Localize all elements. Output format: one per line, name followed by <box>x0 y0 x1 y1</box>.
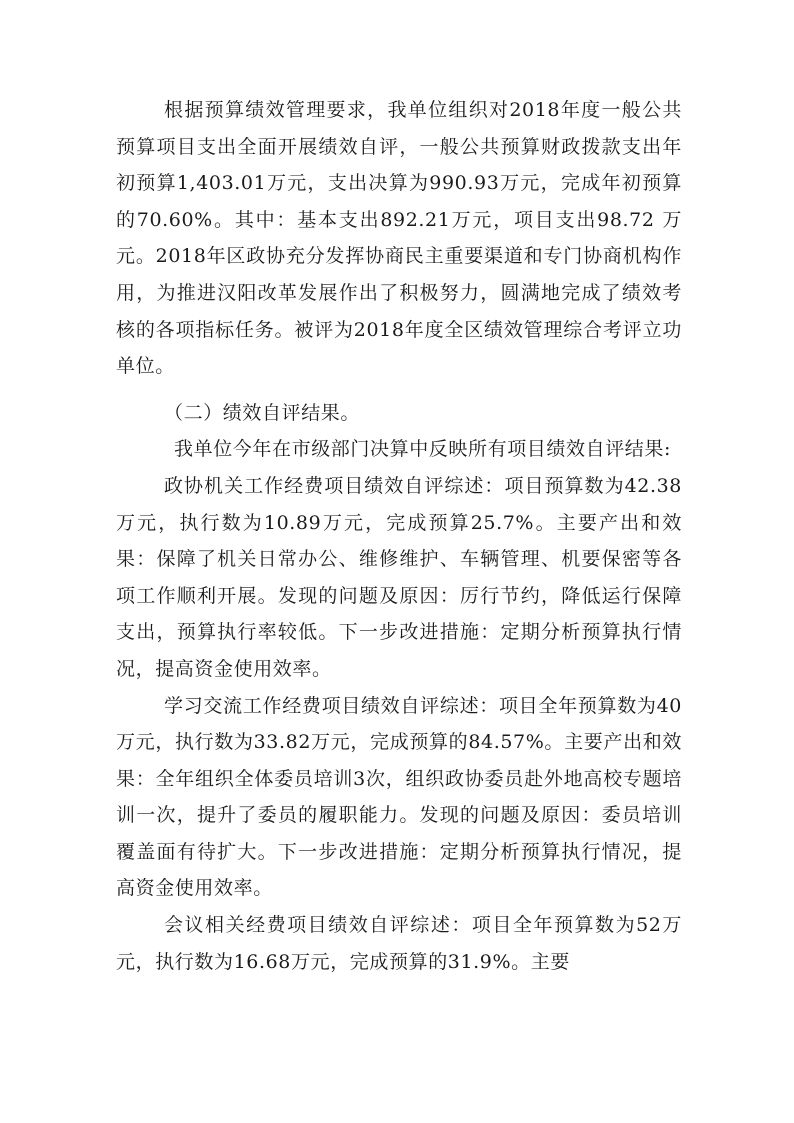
document-body <box>116 92 682 980</box>
results-intro-paragraph: 我单位今年在市级部门决算中反映所有项目绩效自评结果: <box>174 438 672 461</box>
project-paragraph-study-exchange: 学习交流工作经费项目绩效自评综述：项目全年预算数为40万元，执行数为33.82万元，完成预算的84.57%。主要产出和效果：全年组织全体委员培训3次，组织政协委员赴外地高校专题培训一次，提升了委员的履职能力。发现的问题及原因：委员培训覆盖面有待扩大。下一步改进措施：定期分析预算执行情况，提高资金使用效率。 <box>116 694 682 900</box>
intro-paragraph: 根据预算绩效管理要求，我单位组织对2018年度一般公共预算项目支出全面开展绩效自评，一般公共预算财政拨款支出年初预算1,403.01万元，支出决算为990.93万元，完成年初预算的70.60%。其中：基本支出892.21万元，项目支出98.72 万元。2018年区政协充分发挥协商民主重要渠道和专门协商机构作用，为推进汉阳改革发展作出了积极努力，圆满地完成了绩效考核的各项指标任务。被评为2018年度全区绩效管理综合考评立功单位。 <box>116 99 682 378</box>
project-paragraph-meeting-funds: 会议相关经费项目绩效自评综述：项目全年预算数为52万元，执行数为16.68万元，完成预算的31.9%。主要 <box>116 914 682 973</box>
project-paragraph-office-funds: 政协机关工作经费项目绩效自评综述：项目预算数为42.38万元，执行数为10.89万元，完成预算25.7%。主要产出和效果：保障了机关日常办公、维修维护、车辆管理、机要保密等各项工作顺利开展。发现的问题及原因：厉行节约，降低运行保障支出，预算执行率较低。下一步改进措施：定期分析预算执行情况，提高资金使用效率。 <box>116 474 682 680</box>
section-heading: （二）绩效自评结果。 <box>164 401 361 424</box>
